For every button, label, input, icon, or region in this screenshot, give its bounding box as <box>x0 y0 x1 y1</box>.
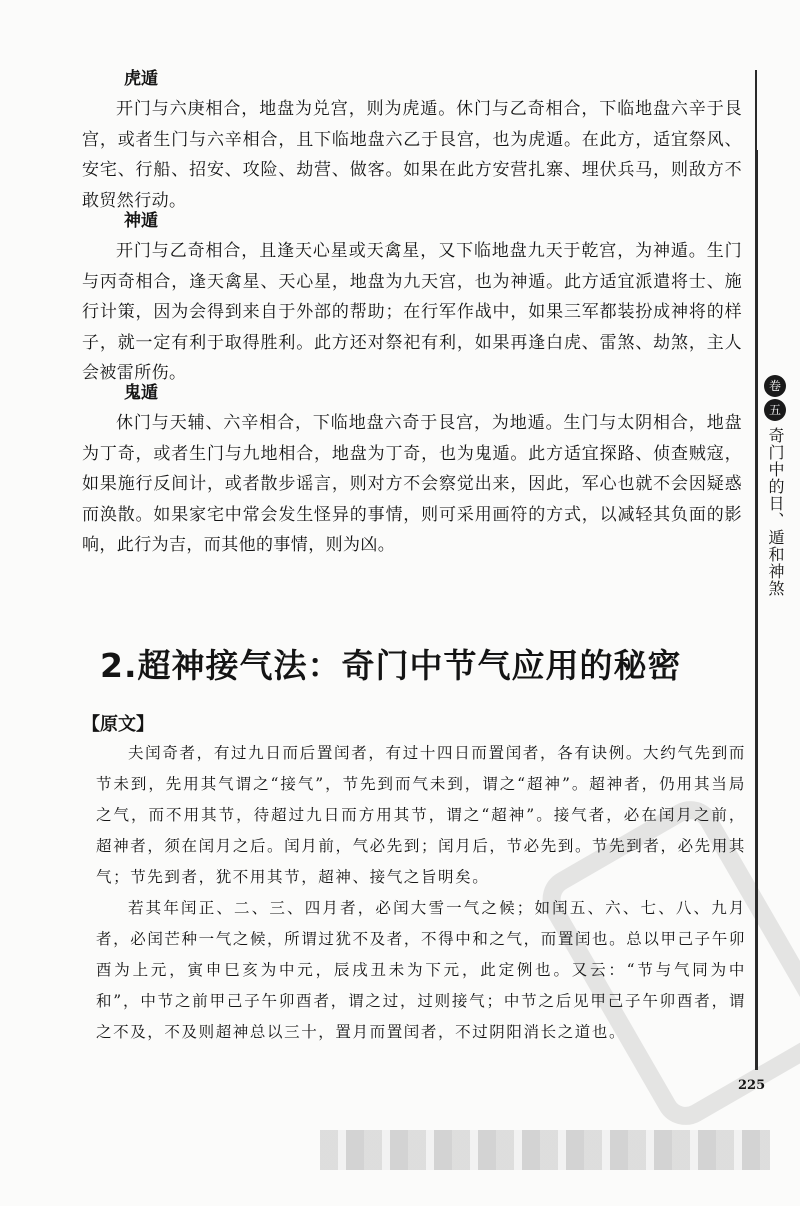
chapter-tab <box>762 375 788 597</box>
chapter-title: 奇门中的日、遁和神煞 <box>766 427 785 597</box>
volume-badge: 卷 <box>764 375 786 397</box>
section-paragraph: 开门与乙奇相合，且逢天心星或天禽星，又下临地盘九天于乾宫，为神遁。生门与丙奇相合，逢天禽星、天心星，地盘为九天宫，也为神遁。此方适宜派遣将士、施行计策，因为会得到来自于外部的帮助；在行军作战中，如果三军都装扮成神将的样子，就一定有利于取得胜利。此方还对祭祀有利，如果再逢白虎、雷煞、劫煞，主人会被雷所伤。 <box>82 241 742 383</box>
section-spirit-escape <box>82 206 742 389</box>
section-heading: 虎遁 <box>124 69 158 89</box>
scan-artifact <box>320 1130 770 1170</box>
original-paragraph: 若其年闰正、二、三、四月者，必闰大雪一气之候；如闰五、六、七、八、九月者，必闰芒种一气之候，所谓过犹不及者，不得中和之气，而置闰也。总以甲己子午卯酉为上元，寅申巳亥为中元，辰戌丑未为下元，此定例也。又云：“节与气同为中和”，中节之前甲己子午卯酉者，谓之过，过则接气；中节之后见甲己子午卯酉者，谓之不及，不及则超神总以三十，置月而置闰者，不过阴阳消长之道也。 <box>96 899 746 1041</box>
section-heading: 鬼遁 <box>124 383 158 403</box>
original-paragraph: 夫闰奇者，有过九日而后置闰者，有过十四日而置闰者，各有诀例。大约气先到而节未到，先用其气谓之“接气”，节先到而气未到，谓之“超神”。超神者，仍用其当局之气，而不用其节，待超过九日而方用其节，谓之“超神”。接气者，必在闰月之前，超神者，须在闰月之后。闰月前，气必先到；闰月后，节必先到。节先到者，必先用其气；节先到者，犹不用其节，超神、接气之旨明矣。 <box>96 744 746 886</box>
section-ghost-escape <box>82 378 742 561</box>
original-text-label: 【原文】 <box>82 714 154 735</box>
page-number: 225 <box>738 1078 766 1093</box>
section-paragraph: 开门与六庚相合，地盘为兑宫，则为虎遁。休门与乙奇相合，下临地盘六辛于艮宫，或者生门与六辛相合，且下临地盘六乙于艮宫，也为虎遁。在此方，适宜祭风、安宅、行船、招安、攻险、劫营、做客。如果在此方安营扎寨、埋伏兵马，则敌方不敢贸然行动。 <box>82 99 742 211</box>
main-heading: 2.超神接气法：奇门中节气应用的秘密 <box>100 646 682 685</box>
margin-rule-top <box>755 70 757 150</box>
section-paragraph: 休门与天辅、六辛相合，下临地盘六奇于艮宫，为地遁。生门与太阴相合，地盘为丁奇，或者生门与九地相合，地盘为丁奇，也为鬼遁。此方适宜探路、侦查贼寇，如果施行反间计，或者散步谣言，则对方不会察觉出来，因此，军心也就不会因疑惑而涣散。如果家宅中常会发生怪异的事情，则可采用画符的方式，以减轻其负面的影响，此行为吉，而其他的事情，则为凶。 <box>82 413 742 555</box>
section-heading: 神遁 <box>124 211 158 231</box>
volume-number-badge: 五 <box>764 399 786 421</box>
section-tiger-escape <box>82 64 742 216</box>
